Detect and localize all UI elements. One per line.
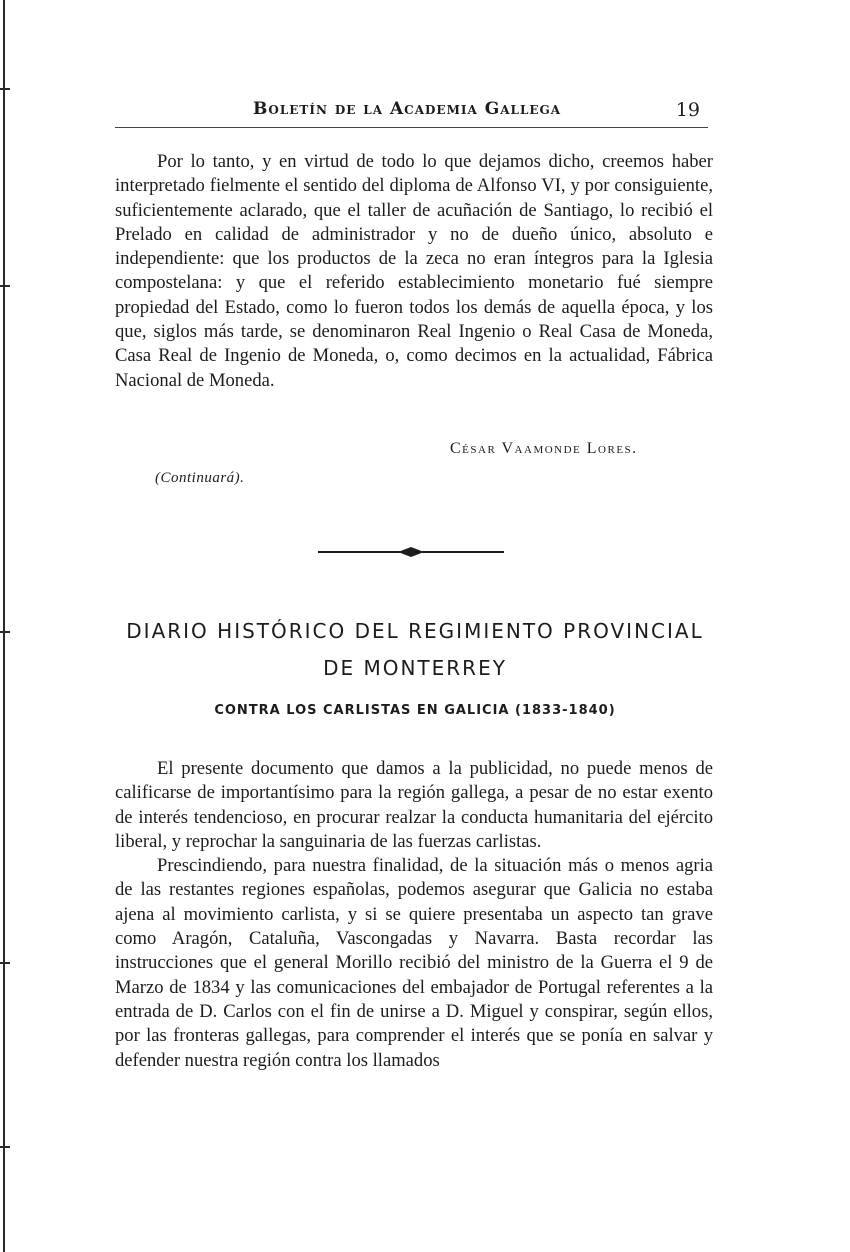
- body-paragraph: Prescindiendo, para nuestra finalidad, de la situación más o menos agria de las restantes regiones españolas, podemos asegurar que Galicia no estaba ajena al movimiento carlista, y si se quiere presentaba un aspecto tan grave como Aragón, Cataluña, Vascongadas y Navarra. Basta recordar las instrucciones que el general Morillo recibió del ministro de la Guerra el 9 de Marzo de 1834 y las comunicaciones del embajador de Portugal referentes a la entrada de D. Carlos con el fin de unirse a D. Miguel y conspirar, según ellos, por las fronteras gallegas, para comprender el interés que se ponía en salvar y defender nuestra región contra los llamados: [115, 855, 713, 1071]
- author-signature: César Vaamonde Lores.: [450, 440, 638, 457]
- body-paragraph: El presente documento que damos a la publicidad, no puede menos de calificarse de importantísimo para la región gallega, a pesar de no estar exento de interés tendencioso, en procurar realzar la conducta humanitaria del ejército liberal, y reprochar la sanguinaria de las fuerzas carlistas.: [115, 758, 713, 852]
- section-divider-ornament: [318, 544, 504, 560]
- running-title: Boletín de la Academia Gallega: [253, 99, 562, 119]
- article-title-line-2: DE MONTERREY: [323, 656, 507, 680]
- binding-mark: [0, 1146, 10, 1148]
- binding-mark: [0, 631, 10, 633]
- page-binding-edge: [3, 0, 5, 1252]
- closing-paragraph: Por lo tanto, y en virtud de todo lo que dejamos dicho, creemos haber interpretado fielmente el sentido del diploma de Alfonso VI, y por consiguiente, suficientemente aclarado, que el taller de acuñación de Santiago, lo recibió el Prelado en calidad de administrador y no de dueño único, absoluto e independiente: que los productos de la zeca no eran íntegros para la Iglesia compostelana: y que el referido establecimiento monetario fué siempre propiedad del Estado, como lo fueron todos los demás de aquella época, y los que, siglos más tarde, se denominaron Real Ingenio o Real Casa de Moneda, Casa Real de Ingenio de Moneda, o, como decimos en la actualidad, Fábrica Nacional de Moneda.: [115, 151, 713, 391]
- page-number: 19: [675, 99, 700, 121]
- article-subtitle: CONTRA LOS CARLISTAS EN GALICIA (1833-1840): [214, 703, 616, 718]
- article-body-text: [115, 757, 713, 1073]
- binding-mark: [0, 962, 10, 964]
- binding-mark: [0, 88, 10, 90]
- article-closing-text: [115, 150, 713, 393]
- binding-mark: [0, 285, 10, 287]
- article-title-line-1: DIARIO HISTÓRICO DEL REGIMIENTO PROVINCIAL: [126, 619, 704, 643]
- running-head: [115, 97, 708, 128]
- continuation-note: (Continuará).: [155, 470, 245, 486]
